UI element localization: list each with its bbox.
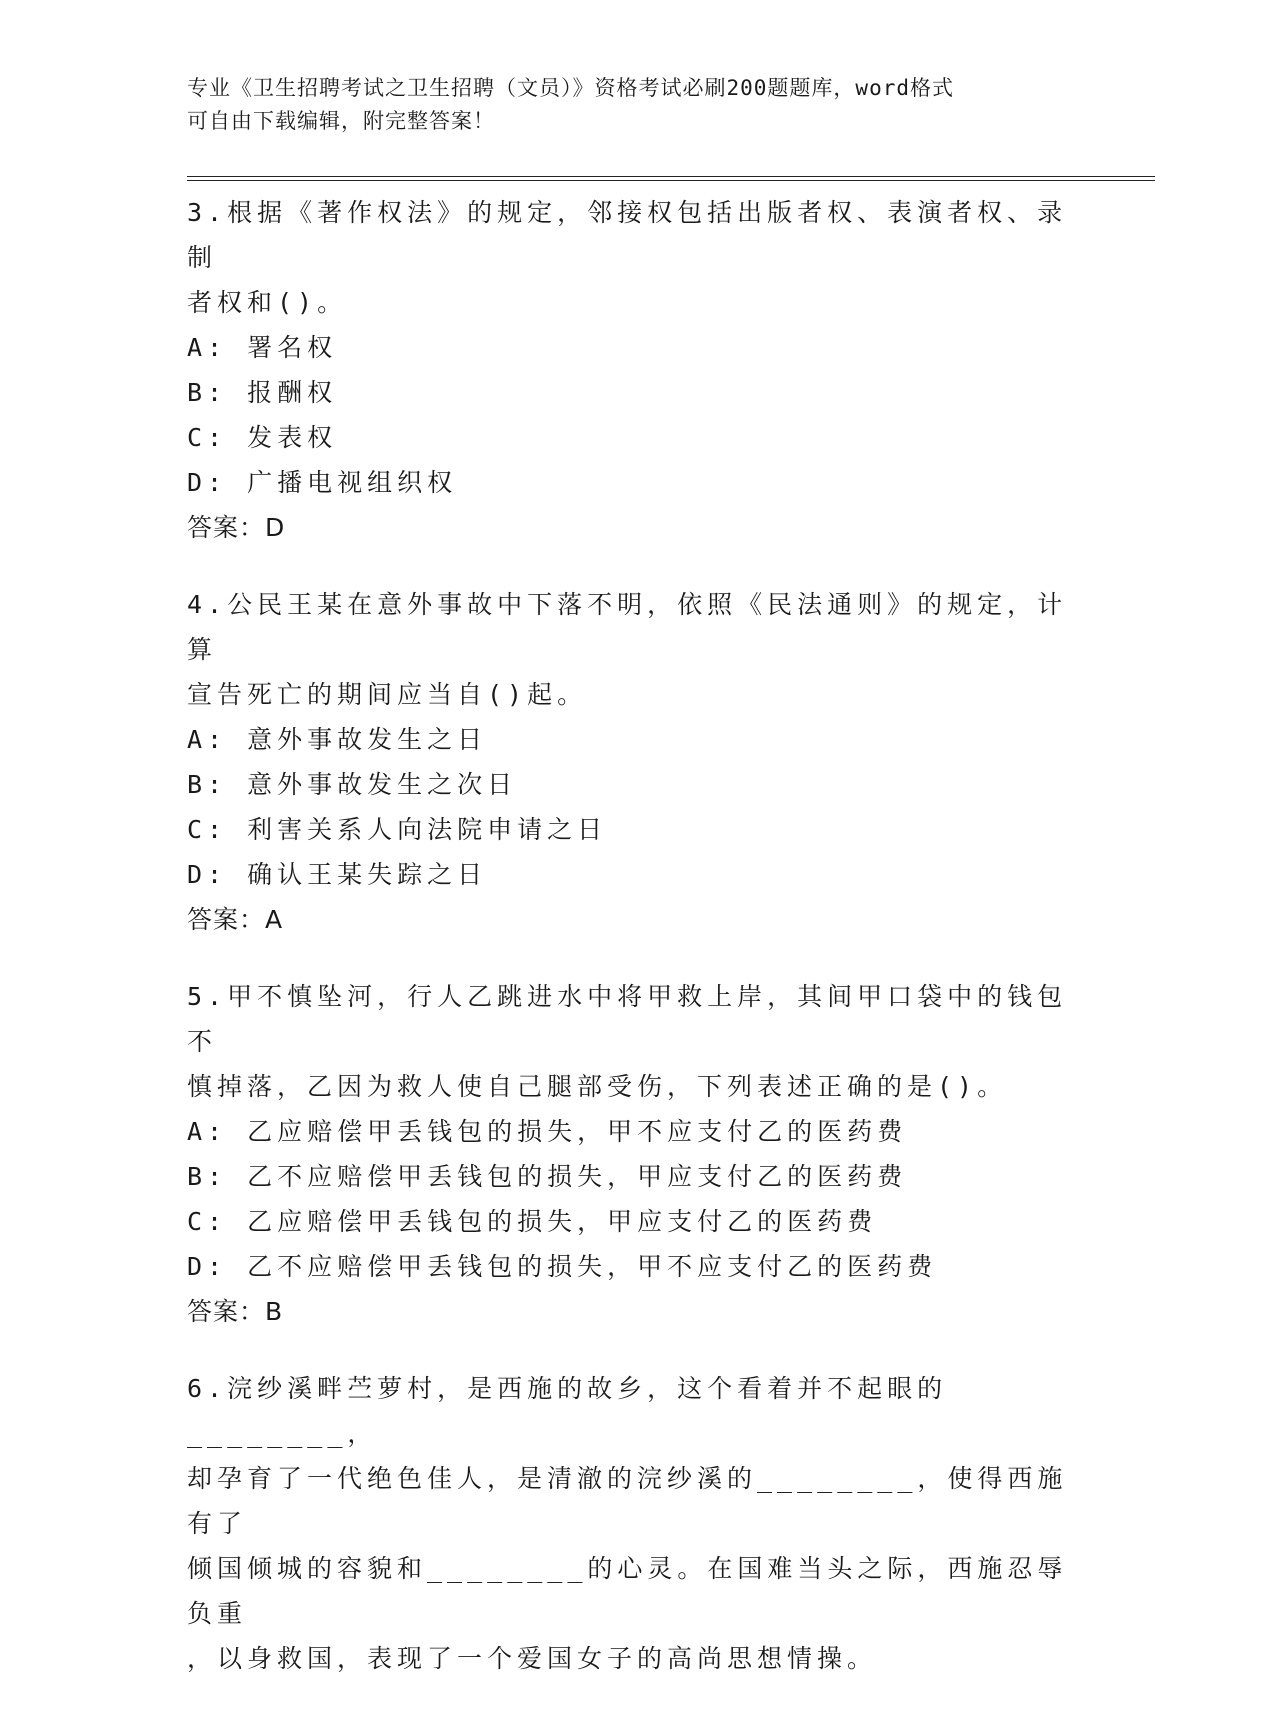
question-5 <box>187 974 1087 1334</box>
option-c: C: 发表权 <box>187 423 338 452</box>
option-b: B: 乙不应赔偿甲丢钱包的损失，甲应支付乙的医药费 <box>187 1162 908 1191</box>
question-stem: 倾国倾城的容貌和________的心灵。在国难当头之际，西施忍辱负重 <box>187 1554 1068 1628</box>
question-3 <box>187 190 1087 550</box>
answer-line: 答案：D <box>187 513 286 542</box>
option-a: A: 乙应赔偿甲丢钱包的损失，甲不应支付乙的医药费 <box>187 1117 908 1146</box>
option-d: D: 乙不应赔偿甲丢钱包的损失，甲不应支付乙的医药费 <box>187 1252 938 1281</box>
option-list <box>187 717 1087 897</box>
question-stem: 4.公民王某在意外事故中下落不明，依照《民法通则》的规定，计算 <box>187 590 1068 664</box>
question-stem: 却孕育了一代绝色佳人，是清澈的浣纱溪的________，使得西施有了 <box>187 1464 1068 1538</box>
question-6 <box>187 1366 1087 1681</box>
header-divider <box>187 176 1155 181</box>
answer-line: 答案：B <box>187 1297 284 1326</box>
option-list <box>187 325 1087 505</box>
option-c: C: 利害关系人向法院申请之日 <box>187 815 608 844</box>
question-stem: 5.甲不慎坠河，行人乙跳进水中将甲救上岸，其间甲口袋中的钱包不 <box>187 982 1068 1056</box>
answer-line: 答案：A <box>187 905 284 934</box>
question-stem: ，以身救国，表现了一个爱国女子的高尚思想情操。 <box>187 1644 878 1673</box>
option-b: B: 意外事故发生之次日 <box>187 770 518 799</box>
question-stem: 3.根据《著作权法》的规定，邻接权包括出版者权、表演者权、录制 <box>187 198 1068 272</box>
option-b: B: 报酬权 <box>187 378 338 407</box>
option-a: A: 署名权 <box>187 333 338 362</box>
option-d: D: 广播电视组织权 <box>187 468 458 497</box>
question-stem: 6.浣纱溪畔苎萝村，是西施的故乡，这个看着并不起眼的________， <box>187 1374 948 1448</box>
option-c: C: 乙应赔偿甲丢钱包的损失，甲应支付乙的医药费 <box>187 1207 878 1236</box>
header-line-1: 专业《卫生招聘考试之卫生招聘（文员）》资格考试必刷200题题库，word格式 <box>187 76 954 100</box>
option-list <box>187 1109 1087 1289</box>
question-4 <box>187 582 1087 942</box>
question-list <box>187 190 1087 1713</box>
header-line-2: 可自由下载编辑，附完整答案！ <box>187 109 495 133</box>
option-a: A: 意外事故发生之日 <box>187 725 488 754</box>
option-d: D: 确认王某失踪之日 <box>187 860 488 889</box>
question-stem: 宣告死亡的期间应当自()起。 <box>187 680 588 709</box>
document-header <box>187 72 1067 138</box>
question-stem: 慎掉落，乙因为救人使自己腿部受伤，下列表述正确的是()。 <box>187 1072 1008 1101</box>
question-stem: 者权和()。 <box>187 288 348 317</box>
